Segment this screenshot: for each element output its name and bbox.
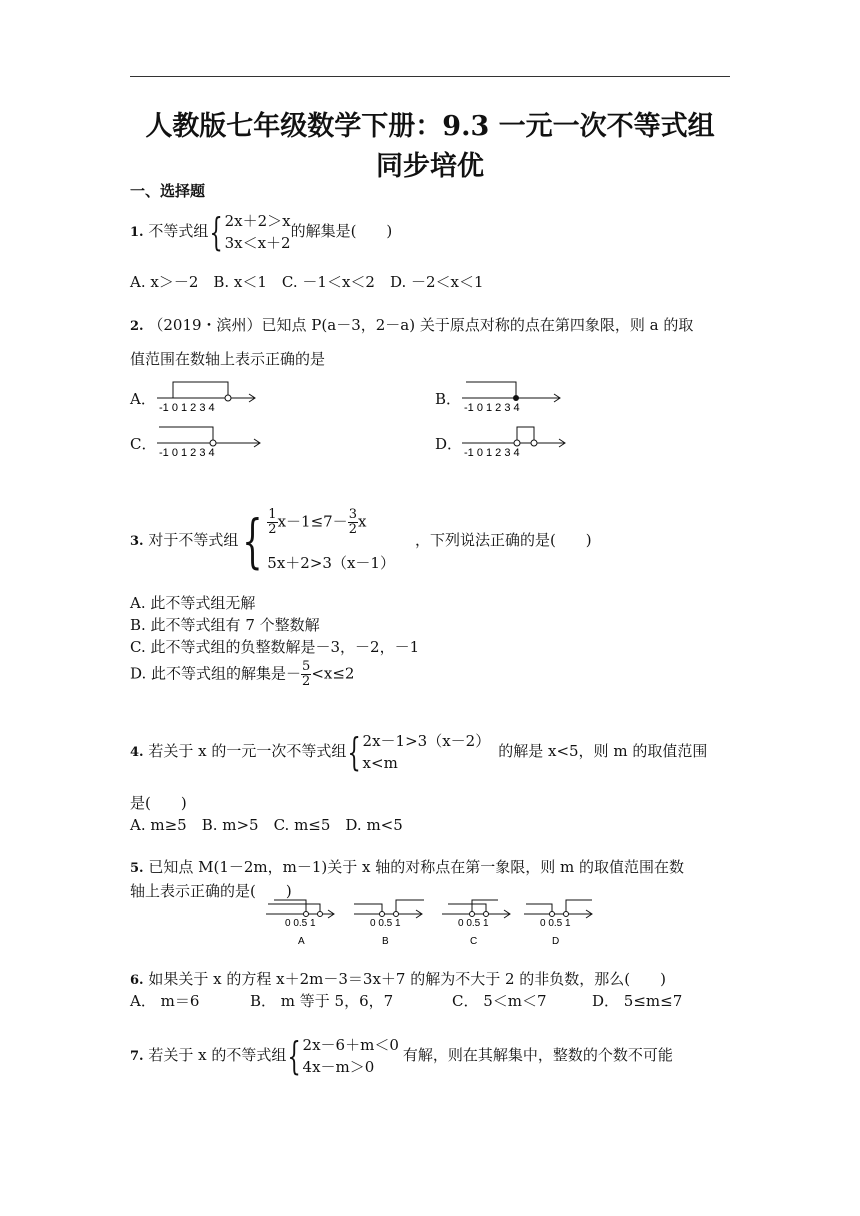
q5-text-line1: 5. 已知点 M(1－2m，m－1)关于 x 轴的对称点在第一象限，则 m 的取值范围在数 <box>130 858 685 876</box>
svg-text:-1 0 1 2 3 4: -1 0 1 2 3 4 <box>464 402 520 414</box>
q4-text-line2: 是( ) <box>130 794 187 812</box>
svg-text:-1 0 1 2 3 4: -1 0 1 2 3 4 <box>159 402 215 414</box>
q2-option-b-label: B． <box>435 390 462 408</box>
q2-numberline-b <box>460 378 570 414</box>
question-4: 4. 若关于 x 的一元一次不等式组{ 2x－1>3（x－2） x<m 的解是 x<5，则 m 的取值范围 <box>130 730 708 774</box>
q1-options: A. x＞－2 B. x＜1 C. －1＜x＜2 D. －2＜x＜1 <box>130 273 484 291</box>
q2-option-d-label: D． <box>435 435 463 453</box>
q1-system: 2x＋2＞x 3x＜x＋2 <box>224 212 291 252</box>
q5-numberlines <box>262 896 602 948</box>
svg-text:-1 0 1 2 3 4: -1 0 1 2 3 4 <box>464 447 520 459</box>
svg-text:D: D <box>552 936 560 947</box>
svg-text:-1 0 1 2 3 4: -1 0 1 2 3 4 <box>159 447 215 459</box>
q5-text-line2: 轴上表示正确的是( ) <box>130 882 292 900</box>
brace-icon: { <box>242 507 263 575</box>
q6-option-b: B． m 等于 5，6，7 <box>250 992 394 1010</box>
q3-option-b: B. 此不等式组有 7 个整数解 <box>130 616 320 634</box>
q2-text-line1: 2. （2019・滨州）已知点 P(a－3，2－a) 关于原点对称的点在第四象限，则 a 的取 <box>130 316 694 334</box>
svg-text:0 0.5 1: 0 0.5 1 <box>540 918 571 929</box>
q2-numberline-d <box>460 423 570 459</box>
q6-option-d: D． 5≤m≤7 <box>592 992 683 1010</box>
brace-icon: { <box>209 210 224 254</box>
question-7: 7. 若关于 x 的不等式组{ 2x－6＋m＜0 4x－m＞0 有解，则在其解集中，整数的个数不可能 <box>130 1034 673 1078</box>
question-1 <box>130 210 392 254</box>
q2-option-c-label: C． <box>130 435 157 453</box>
brace-icon: { <box>347 730 362 774</box>
page-subtitle: 同步培优 <box>376 151 484 182</box>
q4-options: A. m≥5 B. m>5 C. m≤5 D. m<5 <box>130 816 403 834</box>
q6-option-c: C． 5＜m＜7 <box>452 992 547 1010</box>
q3-system: $\frac{1}{2}$ x－1≤7－ $\frac{3}{2}$ x 5x＋2>3（x－1） <box>267 507 395 572</box>
q1-prefix: 不等式组 <box>148 222 209 240</box>
question-number: 1. <box>130 225 144 240</box>
svg-text:0 0.5 1: 0 0.5 1 <box>285 918 316 929</box>
q5-numberline-d <box>524 900 592 947</box>
q2-text-line2: 值范围在数轴上表示正确的是 <box>130 350 326 368</box>
q2-numberline-a <box>155 378 265 414</box>
question-3: 3. 对于不等式组{ $\frac{1}{2}$ x－1≤7－ $\frac{3}{2}$ x 5x＋2>3（x－1） ，下列说法正确的是( ) <box>130 507 592 575</box>
brace-icon: { <box>287 1034 302 1078</box>
q3-option-d: D. 此不等式组的解集是－ $\frac{5}{2}$ <x≤2 <box>130 659 355 689</box>
q5-numberline-b <box>354 900 424 947</box>
q3-option-c: C. 此不等式组的负整数解是－3，－2，－1 <box>130 638 420 656</box>
svg-text:0 0.5 1: 0 0.5 1 <box>458 918 489 929</box>
svg-text:B: B <box>382 936 389 947</box>
q5-numberline-c <box>442 900 510 947</box>
q3-option-a: A. 此不等式组无解 <box>130 594 256 612</box>
svg-text:A: A <box>298 936 305 947</box>
q2-option-a-label: A． <box>130 390 156 408</box>
q6-option-a: A． m＝6 <box>130 992 200 1010</box>
svg-text:0 0.5 1: 0 0.5 1 <box>370 918 401 929</box>
section-heading: 一、选择题 <box>130 182 206 200</box>
header-rule <box>130 76 730 77</box>
q2-numberline-c <box>155 423 265 459</box>
q1-suffix: 的解集是( ) <box>290 222 393 240</box>
page-title: 人教版七年级数学下册：9.3 一元一次不等式组 <box>145 111 715 142</box>
svg-text:C: C <box>470 936 478 947</box>
q5-numberline-a <box>266 900 334 947</box>
q6-text: 6. 如果关于 x 的方程 x＋2m－3＝3x＋7 的解为不大于 2 的非负数，那么( ) <box>130 970 666 988</box>
